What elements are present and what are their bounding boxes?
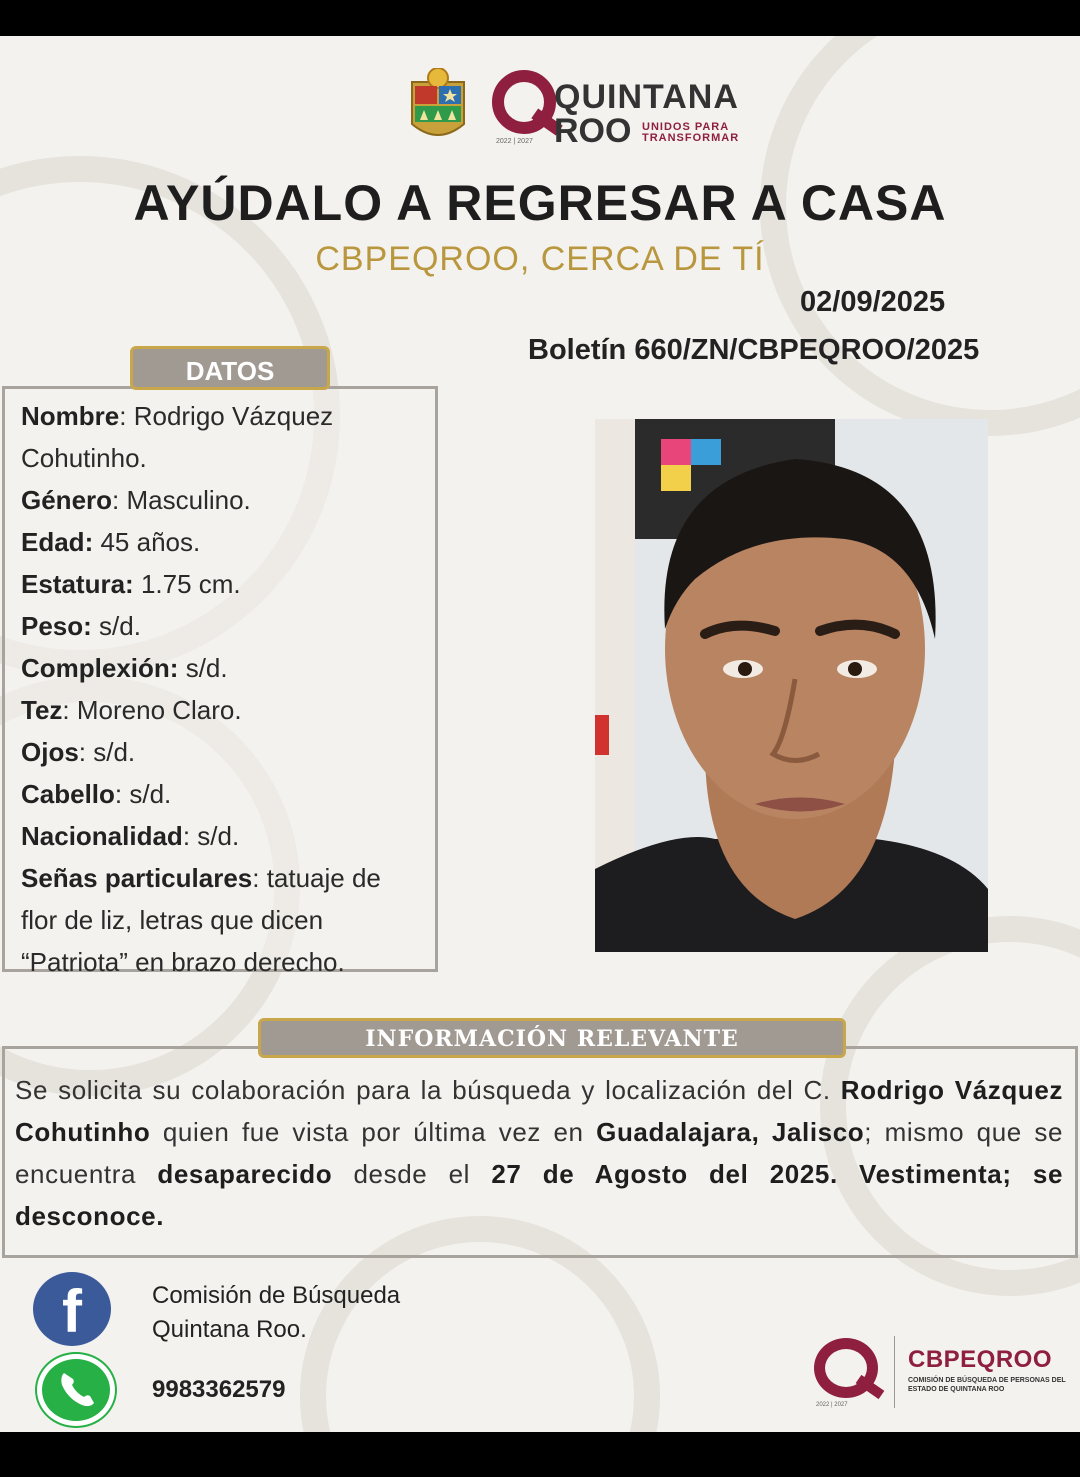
facebook-icon[interactable]: f bbox=[33, 1272, 111, 1346]
subtitle: CBPEQROO, CERCA DE TÍ bbox=[315, 240, 765, 278]
field-tez: Tez: Moreno Claro. bbox=[21, 695, 242, 725]
background-swirl bbox=[760, 36, 1080, 436]
info-paragraph: Se solicita su colaboración para la búsqueda y localización del C. Rodrigo Vázquez Cohutinho quien fue vista por última vez en Guadalajara, Jalisco; mismo que se encuentra desaparecido desde el 27 de Agosto del 2025. Vestimenta; se desconoce. bbox=[15, 1075, 1064, 1231]
cbpeqroo-description: COMISIÓN DE BÚSQUEDA DE PERSONAS DEL ESTADO DE QUINTANA ROO bbox=[908, 1377, 1066, 1393]
person-photo-illustration bbox=[595, 419, 988, 952]
field-peso: Peso: s/d. bbox=[21, 611, 141, 641]
whatsapp-icon[interactable] bbox=[37, 1354, 115, 1426]
logo-slogan bbox=[642, 122, 739, 144]
quintana-roo-logo bbox=[492, 70, 740, 150]
org-name-line2: Quintana Roo. bbox=[152, 1316, 307, 1343]
cbpeqroo-logo bbox=[812, 1336, 1068, 1416]
main-title: AYÚDALO A REGRESAR A CASA bbox=[133, 175, 947, 231]
state-shield-icon bbox=[410, 68, 466, 144]
person-photo bbox=[595, 419, 988, 952]
cbpeqroo-years: 2022 | 2027 bbox=[816, 1402, 848, 1408]
cbpeqroo-name: CBPEQROO bbox=[908, 1346, 1053, 1373]
field-nombre: Nombre: Rodrigo Vázquez Cohutinho. bbox=[21, 401, 334, 473]
field-complexion: Complexión: s/d. bbox=[21, 653, 228, 683]
field-cabello: Cabello: s/d. bbox=[21, 779, 172, 809]
field-nacionalidad: Nacionalidad: s/d. bbox=[21, 821, 240, 851]
field-genero: Género: Masculino. bbox=[21, 485, 251, 515]
logo-years: 2022 | 2027 bbox=[496, 138, 533, 145]
field-edad: Edad: 45 años. bbox=[21, 527, 201, 557]
bulletin-number: Boletín 660/ZN/CBPEQROO/2025 bbox=[528, 334, 980, 366]
bulletin-date: 02/09/2025 bbox=[800, 286, 946, 318]
logo-slogan-line1: UNIDOS PARA bbox=[642, 121, 730, 133]
missing-person-poster bbox=[0, 36, 1080, 1432]
info-tab: INFORMACIÓN RELEVANTE bbox=[258, 1018, 846, 1058]
field-ojos: Ojos: s/d. bbox=[21, 737, 136, 767]
logo-word-quintana: QUINTANA bbox=[554, 78, 739, 116]
logo-word-roo: ROO bbox=[554, 112, 632, 150]
field-senas-particulares: Señas particulares: tatuaje de flor de liz, letras que dicen “Patriota” en brazo derecho. bbox=[21, 863, 381, 977]
datos-tab: DATOS bbox=[130, 346, 330, 390]
phone-number[interactable]: 9983362579 bbox=[152, 1376, 286, 1403]
logo-slogan-line2: TRANSFORMAR bbox=[642, 132, 740, 144]
field-estatura: Estatura: 1.75 cm. bbox=[21, 569, 241, 599]
info-box bbox=[2, 1046, 1078, 1258]
phone-handset-icon bbox=[42, 1359, 110, 1421]
logo-divider bbox=[894, 1336, 895, 1408]
org-name-line1: Comisión de Búsqueda bbox=[152, 1282, 401, 1309]
datos-box bbox=[2, 386, 438, 977]
